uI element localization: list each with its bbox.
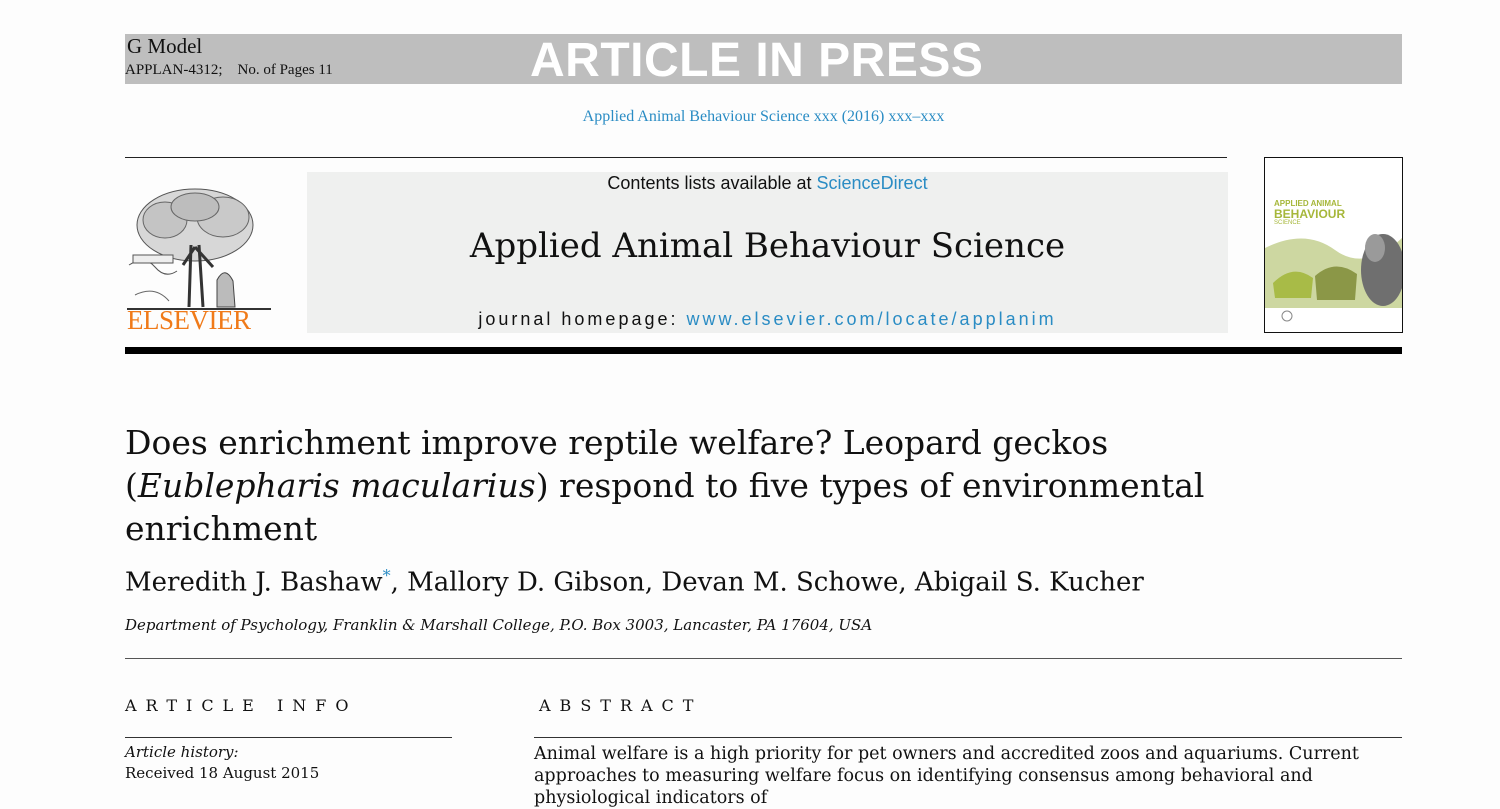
elsevier-wordmark: ELSEVIER	[127, 305, 251, 335]
journal-homepage-link[interactable]: www.elsevier.com/locate/applanim	[686, 309, 1057, 329]
abstract-rule	[534, 737, 1402, 738]
corresponding-author-mark[interactable]: *	[382, 566, 391, 585]
article-title	[125, 421, 1225, 550]
journal-title: Applied Animal Behaviour Science	[469, 226, 1066, 266]
header-divider	[125, 157, 1227, 158]
cover-title	[1274, 200, 1345, 226]
cover-animals-icon	[1265, 158, 1402, 332]
journal-citation: Applied Animal Behaviour Science xxx (2016) xxx–xxx	[582, 108, 945, 125]
author-affiliation: Department of Psychology, Franklin & Marshall College, P.O. Box 3003, Lancaster, PA 17604, USA	[125, 616, 873, 634]
article-info-rule	[125, 737, 452, 738]
contents-line	[307, 173, 1228, 194]
abstract-text: Animal welfare is a high priority for pet owners and accredited zoos and aquariums. Current approaches to measuring welfare focus on identifying consensus among behavioral and physiological indicators of	[534, 744, 1359, 808]
title-part-2: ) respond to five types of environmental enrichment	[125, 466, 1205, 548]
contents-prefix: Contents lists available at	[607, 173, 817, 193]
title-part-1: Does enrichment improve reptile welfare? Leopard geckos (	[125, 423, 1109, 505]
other-authors: , Mallory D. Gibson, Devan M. Schowe, Abigail S. Kucher	[390, 567, 1144, 598]
article-id-label: APPLAN-4312; No. of Pages 11	[125, 62, 333, 78]
section-divider	[125, 658, 1402, 659]
cover-title-line2: BEHAVIOUR	[1274, 207, 1346, 221]
article-in-press-title: ARTICLE IN PRESS	[530, 34, 984, 87]
article-history-label: Article history:	[125, 743, 239, 761]
journal-cover-thumbnail[interactable]	[1264, 157, 1403, 333]
sciencedirect-link[interactable]: ScienceDirect	[816, 173, 928, 193]
article-info-heading: ARTICLE INFO	[125, 696, 358, 715]
homepage-prefix: journal homepage:	[478, 309, 687, 329]
first-author: Meredith J. Bashaw	[125, 567, 383, 598]
cover-title-line1: APPLIED ANIMAL	[1274, 199, 1342, 208]
homepage-line	[307, 309, 1228, 330]
cover-title-line3: SCIENCE	[1274, 220, 1301, 226]
abstract-heading: ABSTRACT	[539, 696, 703, 715]
header-thick-rule	[125, 347, 1402, 354]
title-species: Eublepharis macularius	[137, 466, 536, 505]
author-list	[125, 566, 1144, 598]
g-model-label: G Model	[127, 34, 203, 58]
received-date: Received 18 August 2015	[125, 764, 320, 782]
